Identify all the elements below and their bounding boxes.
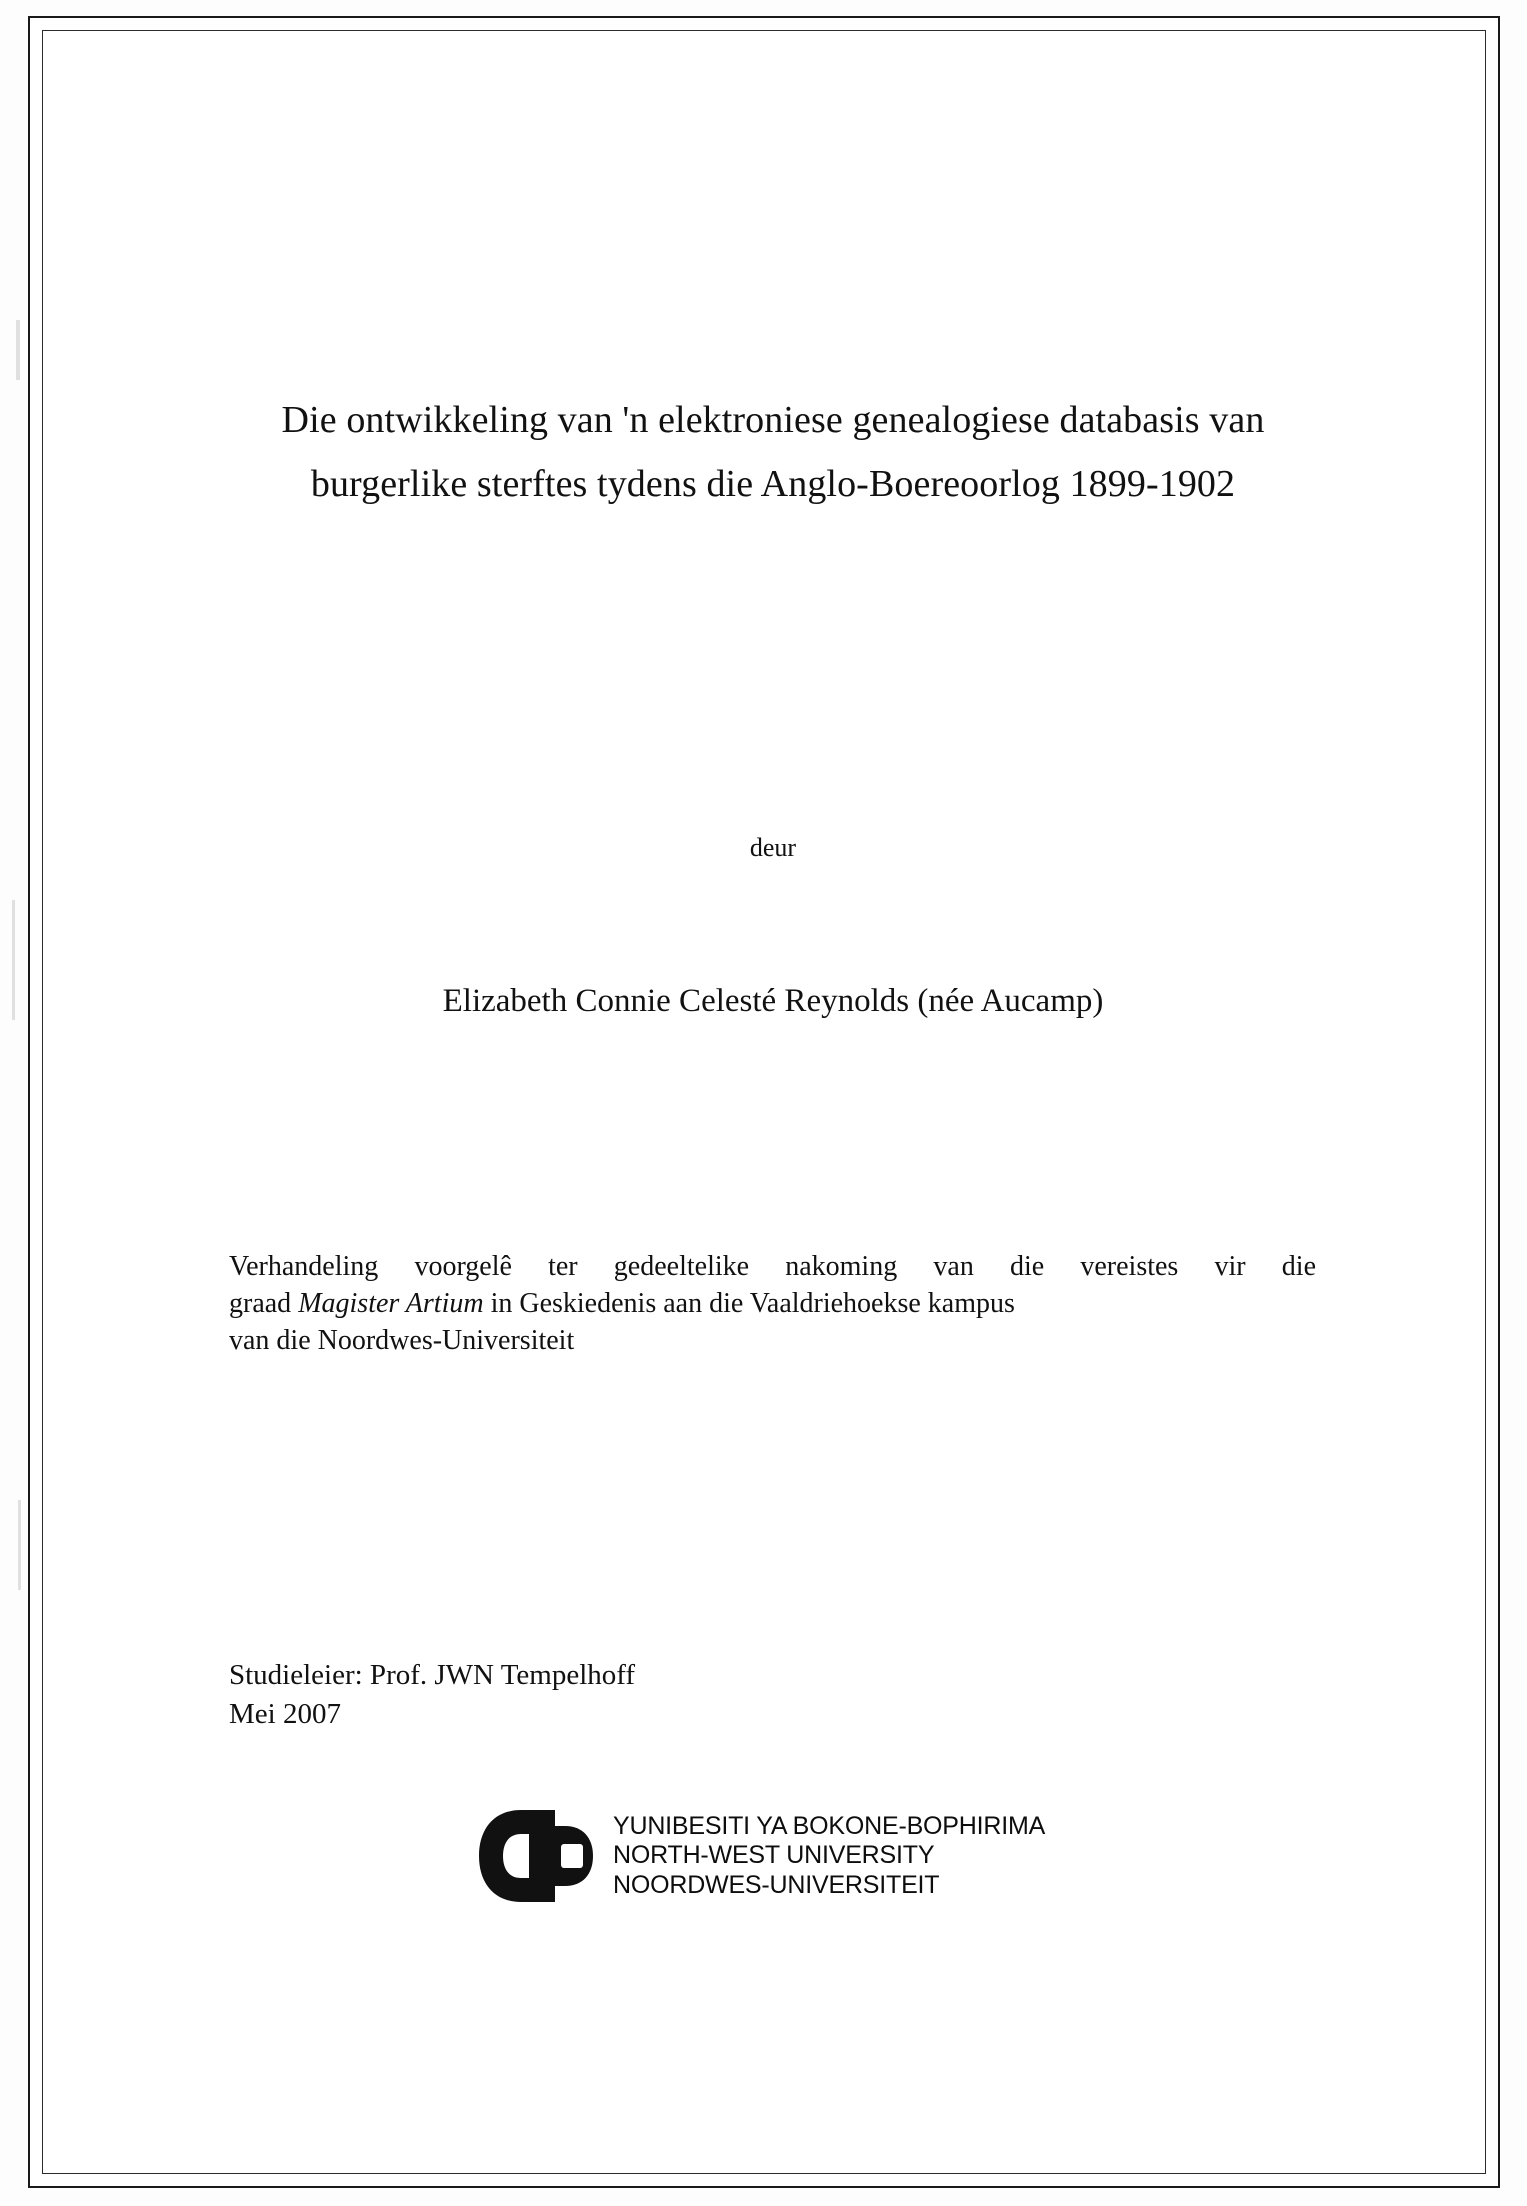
supervisor-and-date	[229, 1656, 1129, 1733]
page-title	[193, 401, 1353, 503]
degree-name-italic: Magister Artium	[298, 1287, 484, 1319]
scan-artifact	[16, 320, 20, 380]
scan-artifact	[18, 1500, 21, 1590]
title-line-1: Die ontwikkeling van 'n elektroniese genealogiese databasis van	[281, 399, 1265, 441]
university-logo-text	[613, 1812, 1045, 1901]
author-name: Elizabeth Connie Celesté Reynolds (née Aucamp)	[442, 983, 1104, 1019]
title-line-2: burgerlike sterftes tydens die Anglo-Boereoorlog 1899-1902	[310, 463, 1236, 505]
scan-artifact	[12, 900, 15, 1020]
document-page	[42, 30, 1486, 2174]
title-page-content	[193, 31, 1353, 2175]
date-line: Mei 2007	[229, 1697, 341, 1730]
supervisor-line: Studieleier: Prof. JWN Tempelhoff	[229, 1659, 636, 1691]
degree-statement-line-2-post: in Geskiedenis aan die Vaaldriehoekse kampus	[483, 1287, 1015, 1319]
degree-statement-line-1: Verhandeling voorgelê ter gedeeltelike nakoming van die vereistes vir die	[229, 1251, 1316, 1282]
north-west-university-logo-icon	[473, 1806, 599, 1906]
degree-statement-line-3: van die Noordwes-Universiteit	[229, 1324, 575, 1356]
degree-statement-line-2-pre: graad	[229, 1287, 299, 1319]
university-logo	[473, 1806, 1173, 1906]
degree-statement	[229, 1249, 1316, 1360]
by-label: deur	[749, 833, 797, 862]
logo-text-line-2: NORTH-WEST UNIVERSITY	[613, 1841, 935, 1870]
logo-text-line-1: YUNIBESITI YA BOKONE-BOPHIRIMA	[613, 1811, 1046, 1840]
degree-statement-line-2	[229, 1286, 1316, 1323]
logo-text-line-3: NOORDWES-UNIVERSITEIT	[613, 1870, 940, 1899]
